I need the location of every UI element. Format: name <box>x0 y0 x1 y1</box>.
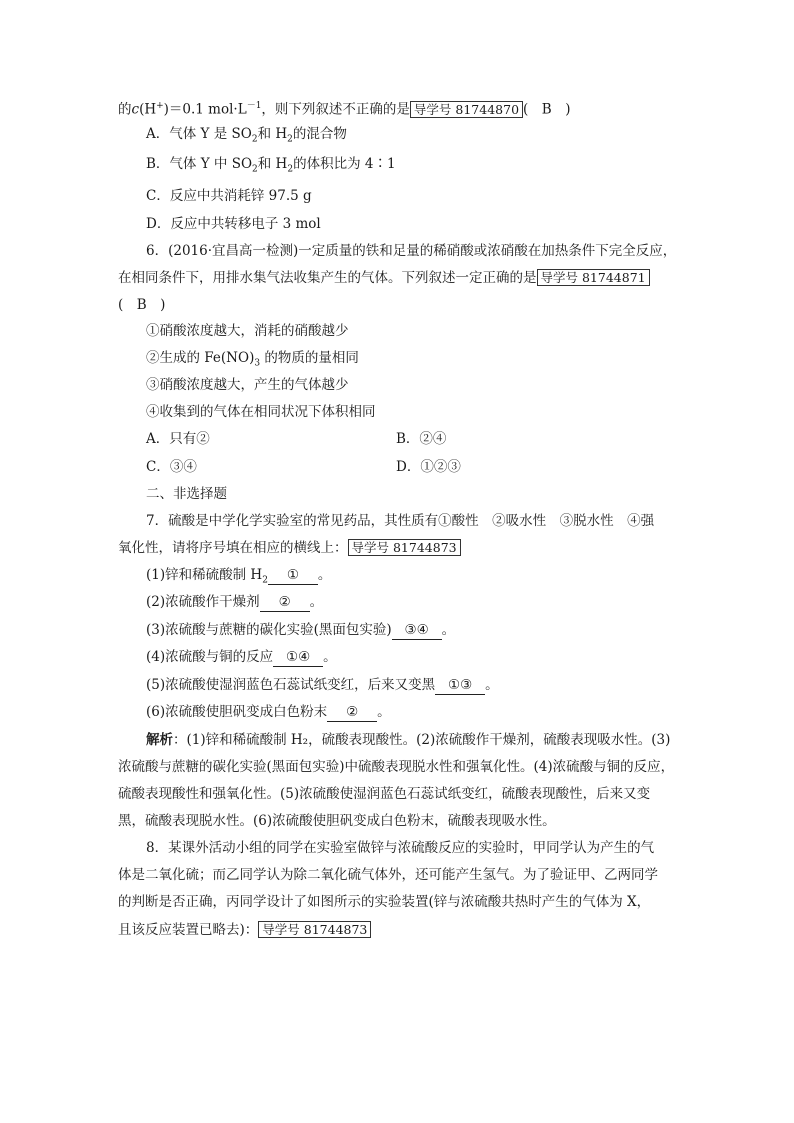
q5-option-c <box>146 187 312 205</box>
q8-guide-code[interactable]: 导学号 81744873 <box>258 921 371 938</box>
q6-item-2-close: ) <box>249 350 255 366</box>
q6-option-b <box>396 430 446 448</box>
q6-option-a <box>146 430 210 448</box>
q7-blank-4 <box>146 648 337 667</box>
q7-blank-2 <box>146 593 323 612</box>
q5-option-d-text: 反应中共转移电子 3 mol <box>170 216 321 232</box>
q7-blank-3 <box>146 621 455 640</box>
q5-option-a-sub2: 2 <box>287 134 293 145</box>
q7-blank-4-end: 。 <box>323 649 337 665</box>
q6-item-2-sub: 3 <box>254 358 261 369</box>
q8-line-3: 的判断是否正确，丙同学设计了如图所示的实验装置(锌与浓硫酸共热时产生的气体为 X， <box>118 894 651 910</box>
q5-stem-pre: 的 <box>118 101 132 118</box>
q5-c-symbol: c <box>131 101 140 118</box>
q6-item-3: ③硝酸浓度越大，产生的气体越少 <box>146 377 349 393</box>
q7-blank-6-pre: (6)浓硫酸使胆矾变成白色粉末 <box>146 704 328 720</box>
q6-line-2 <box>118 269 650 287</box>
q6-guide-code[interactable]: 导学号 81744871 <box>537 269 650 286</box>
q6-option-b-text: ②④ <box>419 431 447 447</box>
q6-option-c-letter: C． <box>146 459 170 475</box>
q7-blank-5-answer[interactable]: ①③ <box>435 676 485 695</box>
q5-option-d <box>146 215 321 233</box>
q5-option-b-mid: 和 H <box>257 156 288 172</box>
q7-blank-6-answer[interactable]: ② <box>327 703 377 722</box>
q7-blank-5 <box>146 676 499 695</box>
q5-option-b-sub1: 2 <box>252 164 258 175</box>
q6-option-a-text: 只有② <box>169 431 210 447</box>
q5-guide-code[interactable]: 导学号 81744870 <box>410 101 523 118</box>
q7-blank-1-sub: 2 <box>262 575 268 586</box>
q6-option-c-text: ③④ <box>169 459 197 475</box>
q6-option-b-letter: B． <box>396 431 420 447</box>
q7-blank-3-answer[interactable]: ③④ <box>392 621 442 640</box>
q5-option-c-text: 反应中共消耗锌 97.5 g <box>169 188 312 204</box>
q6-option-d-text: ①②③ <box>420 459 461 475</box>
q6-option-c <box>146 458 197 476</box>
q5-stem-post: ，则下列叙述不正确的是 <box>261 101 410 118</box>
q7-line-1: 7．硫酸是中学化学实验室的常见药品，其性质有①酸性 ②吸水性 ③脱水性 ④强 <box>146 513 655 529</box>
q5-option-b-sub2: 2 <box>287 164 294 175</box>
q7-guide-code[interactable]: 导学号 81744873 <box>348 539 461 556</box>
q5-option-b <box>146 155 396 179</box>
q7-analysis-line-4: 黑，硫酸表现脱水性。(6)浓硫酸使胆矾变成白色粉末，硫酸表现吸水性。 <box>118 813 556 829</box>
q6-option-d-letter: D． <box>396 459 421 475</box>
q6-item-4: ④收集到的气体在相同状况下体积相同 <box>146 404 376 420</box>
q5-stem-rest: )＝0.1 mol·L <box>163 101 247 118</box>
q6-line-2-text: 在相同条件下，用排水集气法收集产生的气体。下列叙述一定正确的是 <box>118 270 537 286</box>
q7-blank-1 <box>146 566 331 590</box>
q7-analysis-line-2: 浓硫酸与蔗糖的碳化实验(黑面包实验)中硫酸表现脱水性和强氧化性。(4)浓硫酸与铜的反应， <box>118 759 675 775</box>
q7-blank-3-pre: (3)浓硫酸与蔗糖的碳化实验(黑面包实验) <box>146 622 392 638</box>
q8-line-4 <box>118 921 371 939</box>
q6-item-2-post: 的物质的量相同 <box>260 350 359 366</box>
q6-answer: ( B ) <box>118 297 166 313</box>
q5-option-a-sub1: 2 <box>251 134 258 145</box>
q7-line-2 <box>118 539 461 557</box>
q8-line-4-text: 且该反应装置已略去)： <box>118 922 259 938</box>
q5-unit-exp: －1 <box>246 101 262 111</box>
q5-option-a <box>146 125 347 149</box>
q7-blank-2-pre: (2)浓硫酸作干燥剂 <box>146 594 260 610</box>
q7-blank-2-answer[interactable]: ② <box>260 593 310 612</box>
q5-h-charge: + <box>156 101 164 111</box>
q7-blank-1-answer[interactable]: ① <box>268 566 318 585</box>
q5-option-a-pre: 气体 Y 是 SO <box>169 126 252 142</box>
q7-analysis-line-3: 硫酸表现酸性和强氧化性。(5)浓硫酸使湿润蓝色石蕊试纸变红，硫酸表现酸性，后来又变 <box>118 786 651 802</box>
q7-blank-1-pre: (1)锌和稀硫酸制 H <box>146 567 263 583</box>
q7-analysis-label: 解析 <box>146 732 173 748</box>
q6-item-2 <box>146 349 359 373</box>
q7-blank-4-pre: (4)浓硫酸与铜的反应 <box>146 649 274 665</box>
q7-blank-5-end: 。 <box>485 677 499 693</box>
q7-blank-5-pre: (5)浓硫酸使湿润蓝色石蕊试纸变红，后来又变黑 <box>146 677 436 693</box>
q6-item-1: ①硝酸浓度越大，消耗的硝酸越少 <box>146 323 349 339</box>
q7-blank-6 <box>146 703 391 722</box>
q7-blank-1-end: 。 <box>317 567 332 583</box>
q7-analysis-line-1-text: ：(1)锌和稀硫酸制 H₂，硫酸表现酸性。(2)浓硫酸作干燥剂，硫酸表现吸水性。(3) <box>173 732 671 748</box>
q5-option-b-pre: 气体 Y 中 SO <box>169 156 253 172</box>
q5-option-b-letter: B． <box>146 156 170 172</box>
q5-option-a-letter: A． <box>146 126 170 142</box>
q8-line-2: 体是二氧化硫；而乙同学认为除二氧化硫气体外，还可能产生氢气。为了验证甲、乙两同学 <box>118 867 658 883</box>
q6-option-d <box>396 458 461 476</box>
q7-blank-6-end: 。 <box>377 704 391 720</box>
q7-line-2-text: 氧化性，请将序号填在相应的横线上： <box>118 540 348 556</box>
q6-line-1: 6．(2016·宜昌高一检测)一定质量的铁和足量的稀硝酸或浓硝酸在加热条件下完全反应， <box>146 243 677 259</box>
q8-line-1: 8．某课外活动小组的同学在实验室做锌与浓硫酸反应的实验时，甲同学认为产生的气 <box>146 840 655 856</box>
q7-blank-3-end: 。 <box>441 622 456 638</box>
section-heading: 二、非选择题 <box>146 486 227 502</box>
q7-analysis-line-1 <box>146 731 670 749</box>
q5-option-c-letter: C． <box>146 188 170 204</box>
q5-answer: ( B ) <box>523 101 571 118</box>
q6-option-a-letter: A． <box>146 431 170 447</box>
q6-item-2-pre: ②生成的 Fe(NO <box>146 350 250 366</box>
q5-option-d-letter: D． <box>146 216 171 232</box>
q5-option-a-post: 的混合物 <box>292 126 347 142</box>
q5-stem-tail <box>118 97 571 119</box>
q7-blank-4-answer[interactable]: ①④ <box>273 648 323 667</box>
q5-h-text: (H <box>139 101 157 118</box>
q5-option-b-post: 的体积比为 4∶1 <box>293 156 396 172</box>
q5-option-a-mid: 和 H <box>257 126 288 142</box>
q7-blank-2-end: 。 <box>309 594 324 610</box>
